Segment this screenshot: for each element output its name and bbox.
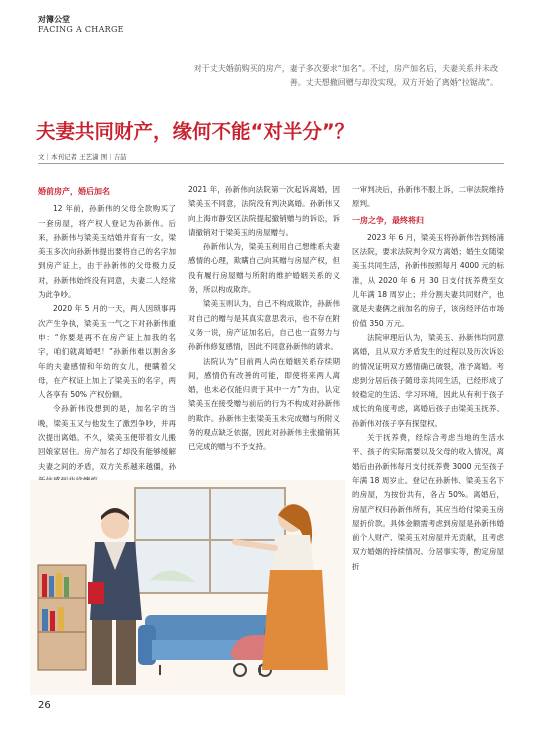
paragraph: 法院审理后认为，梁美玉、孙新伟均同意离婚，且从双方矛盾发生的过程以及历次诉讼的情况证明双方感情确已破裂，准予离婚。考虑到分居后孩子随母亲共同生活，已经形成了较稳定的生活、学习环境，因此从有利于孩子成长的角度考虑，离婚后孩子由梁美玉抚养、孙新伟对孩子享有探望权。 xyxy=(352,332,504,428)
paragraph: 法院认为“目前两人尚在婚姻关系存续期间，感情仍有改善的可能，即使将来两人离婚，也未必仅能归责于其中一方”为由，认定梁美玉在接受赠与前后的行为不构成对孙新伟的欺诈。孙新伟主张梁美玉未完成赠与所附义务的观点缺乏依据，因此对孙新伟主张撤销其已完成的赠与不予支持。 xyxy=(188,356,340,452)
book-icon xyxy=(88,582,104,604)
paragraph: 2020 年 5 月的一天，两人因琐事再次产生争执，梁美玉一气之下对孙新伟重申：“你要是再不在房产证上加我的名字，咱们就离婚吧！”孙新伟难以割舍多年的夫妻感情和年幼的女儿，便瞒着父母，在产权证上加上了梁美玉的名字，两人各享有 50% 产权份额。 xyxy=(38,304,176,400)
section-label-english: FACING A CHARGE xyxy=(38,25,124,34)
section-heading: 一房之争，最终将归 xyxy=(352,215,424,225)
paragraph: 12 年前，孙新伟的父母全款购买了一套房屋，将产权人登记为孙新伟。后来，孙新伟与梁美玉结婚并育有一女，梁美玉多次向孙新伟提出要将自己的名字加到房产证上，由于孙新伟的父母极力反对，孙新伟始终没有同意，夫妻二人经常为此争吵。 xyxy=(38,204,176,300)
paragraph: 梁美玉则认为，自己不构成欺诈，孙新伟对自己的赠与是其真实意思表示，也不存在附义务一说，房产证加名后，自己也一直努力与孙新伟修复感情，因此不同意孙新伟的请求。 xyxy=(188,299,340,352)
title-divider xyxy=(38,163,504,164)
article-column-1 xyxy=(38,183,176,478)
paragraph: 令孙新伟没想到的是，加名字的当晚，梁美玉又与他发生了激烈争吵，并再次提出离婚。不久，梁美玉便带着女儿搬回娘家居住。房产加名了却没有能够缓解夫妻之间的矛盾，双方关系越来越僵，孙 xyxy=(38,404,176,471)
section-heading: 婚前房产，婚后加名 xyxy=(38,187,110,196)
article-title: 夫妻共同财产，缘何不能“对半分”？ xyxy=(36,120,355,143)
paragraph: 一审判决后，孙新伟不服上诉，二审法院维持原判。 xyxy=(352,185,504,209)
window-icon xyxy=(135,488,285,593)
byline: 文｜本刊记者 王艺潇 图｜吉喆 xyxy=(38,153,127,161)
article-column-2 xyxy=(188,183,340,452)
paragraph: 孙新伟认为，梁美玉利用自己想维系夫妻感情的心理，欺瞒自己向其赠与房屋产权，但没有履行房屋赠与所附的维护婚姻关系的义务，所以构成欺诈。 xyxy=(188,242,340,295)
bookshelf-icon xyxy=(38,565,86,670)
page-number: 26 xyxy=(38,700,51,711)
lead-paragraph: 对于丈夫婚前购买的房产，妻子多次要求“加名”。不过，房产加名后，夫妻关系并未改善。丈夫想撤回赠与却没实现，双方开始了离婚“拉锯战”。 xyxy=(193,64,498,87)
article-illustration xyxy=(30,470,345,695)
article-column-3 xyxy=(352,183,504,723)
paragraph: 2021 年，孙新伟向法院第一次起诉离婚，因梁美玉不同意，法院没有判决离婚。孙新伟又向上海市静安区法院提起撤销赠与的诉讼，诉请撤销对于梁美玉的房屋赠与。 xyxy=(188,185,340,237)
paragraph: 关于抚养费，经综合考虑当地的生活水平、孩子的实际需要以及父母的收入情况，离婚后由孙新伟每月支付抚养费 3000 元至孩子年满 18 周岁止。登记在孙新伟、梁美玉名下的房屋，为按份共有，各占 50%。离婚后，房屋产权归孙新伟所有，其应当给付梁美玉房屋折价款。具体金额需考虑到房屋是孙新伟婚前个人财产、梁美玉对房屋并无贡献，且考虑双方婚姻的持续情况、分居事实等，酌定房屋折 xyxy=(352,433,504,571)
paragraph: 2023 年 6 月，梁美玉将孙新伟告到杨浦区法院，要求法院判令双方离婚；婚生女随梁美玉共同生活，孙新伟按照每月 4000 元的标准，从 2020 年 6 月 30 日支付抚养费至女儿年满 18 周岁止；并分割夫妻共同财产，也就是夫妻俩之前加名的房子，该房经评估市场价值 350 万元。 xyxy=(352,232,504,328)
section-label: 对簿公堂 xyxy=(38,15,70,24)
